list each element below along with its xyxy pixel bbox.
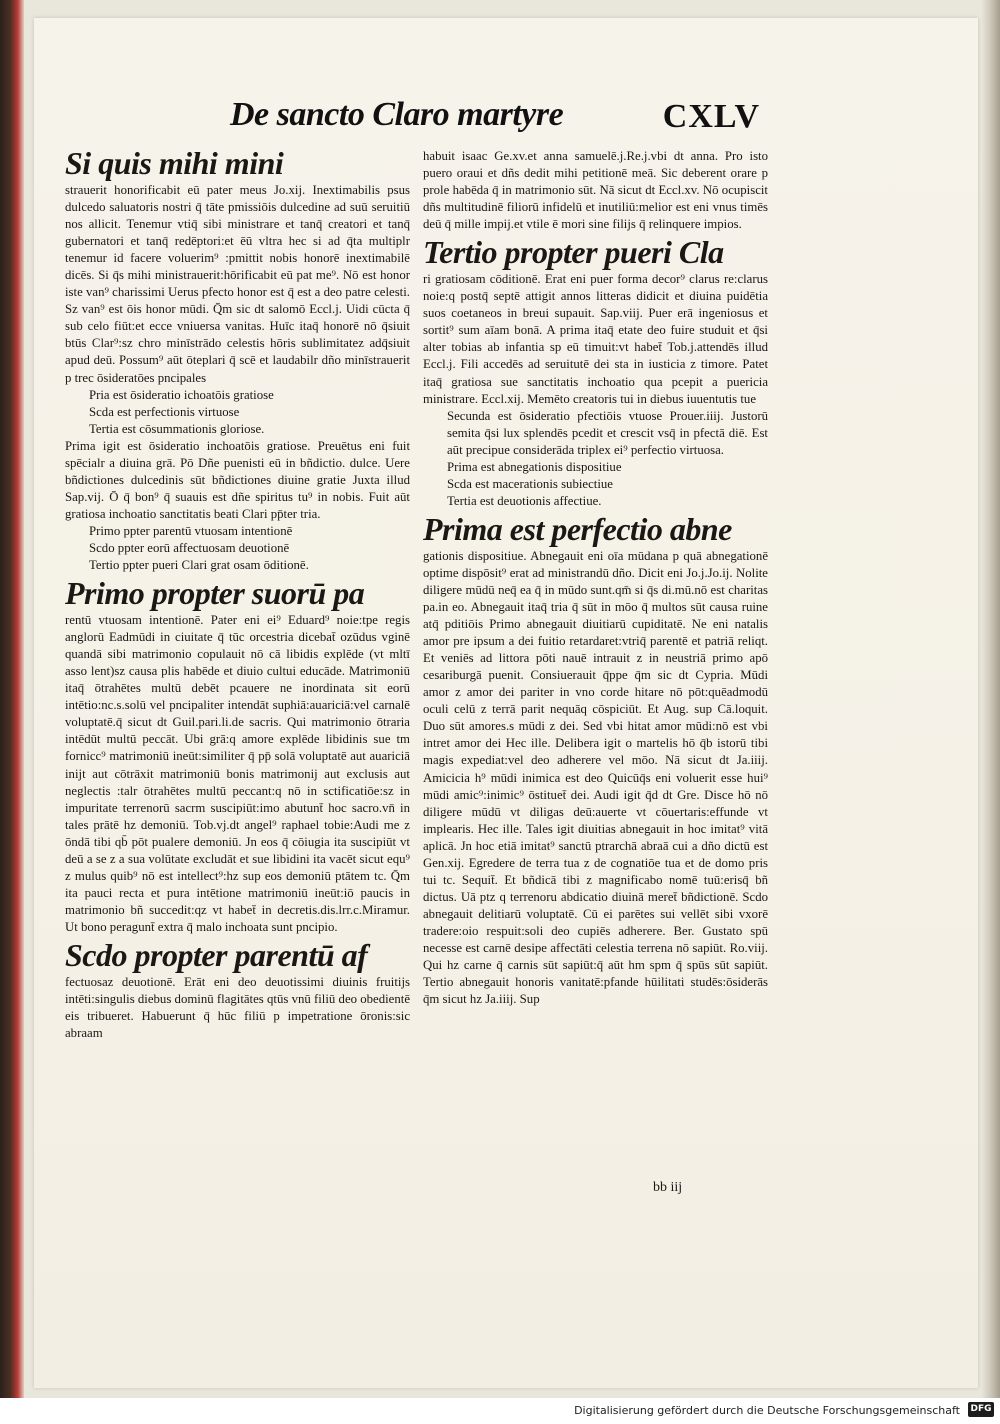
list-item: Tertia est cōsummationis gloriose. [89, 421, 265, 436]
list-item: Scda est macerationis subiectiue [447, 476, 613, 491]
page-edge-shadow [982, 0, 1000, 1398]
funding-credit: Digitalisierung gefördert durch die Deutsche Forschungsgemeinschaft [574, 1404, 960, 1417]
list-item: Primo ppter parentū vtuosam intentionē [89, 523, 293, 538]
running-head-title: De sancto Claro martyre [230, 96, 564, 133]
right-text-column [423, 148, 768, 1008]
left-text-column [65, 145, 410, 1042]
list-item: Pria est ōsideratio ichoatōis gratiose [89, 387, 274, 402]
section-heading: Si quis mihi mini [65, 145, 284, 181]
list-item: Tertia est deuotionis affectiue. [447, 493, 602, 508]
signature-mark: bb iij [653, 1180, 683, 1195]
paragraph: strauerit honorificabit eū pater meus Jo.xij. Inextimabilis psus dulcedo saluatoris nostri q̄ tāte pmissiōis dulcedine ad suū seruitiū nos allicit. Tenemur vtiq̄ sibi ministrare et tanq̄ creatori et tanq̄ gubernatori et tanq̄ redēptori:et ēū vltra hec si ad q̄ta multiplr tenemur id facere voluerim⁹ :pmittit nobis honorē inextimabilē dicēs. Si q̄s mihi ministrauerit:hōrificabit eū pat me⁹. Nō est honor iste van⁹ charissimi Uerus pfecto honor est q̄ est a deo patre celesti. Sz van⁹ est ōis honor mūdi. Q̄m sic dt salomō Eccl.j. Uidi cūcta q̄ sub celo fiūt:et ecce vniuersa vanitas. Huīc itaq̄ honorē nō q̄siuit btūs Clar⁹:sz chro minīstrādo celestis hōris sublimitatez adq̄siuit apud deū. Possum⁹ aūt ōteplari q̄ scē et laudabilr dño minīstrauerit p trec ōsideratōes pncipales [65, 183, 410, 385]
paragraph: rentū vtuosam intentionē. Pater eni ei⁹ Eduard⁹ noie:tpe regis anglorū Eadmūdi in ciuitate q̄ tūc orcestria dicebat̄ ozūdus vginē quandā sibi matrimonio copulauit nō cā libidis explēde (vt mltī asso lent)sz causa plis habēde et diuio cultui educāde. Matrimoniū itaq̄ ōtrahētes multū debēt pcauere ne inordinata sit eorū intētio:nc.s.solū vel pncipaliter intendāt suphiā:auariciā:vel carnalē voluptatē.q̄ sicut dt Guil.pari.li.de sacris. Qui matrimonio ōtraria intēdūt multū peccāt. Ubi grā:q amore explēde libidinis sue tm fornicc⁹ matrimoniū ineūt:similiter q̄ pp̄ solā voluptatē aut auariciā inijt aut cōtrāxit matrimoniū bonis matrimonij aut exclusis aut neglectis :talr ōtrahētes multū peccant:q nō in sctificatiōe:sz in impuritate terrenorū sacrm suscipiūt:imo abutunt̄ hoc sacro.vn̄ in tales prātē hz demoniū. Tob.vj.dt angel⁹ raphael tobie:Audi me z ōndā tibi qb̄ pōt pualere demoniū. Jn eos q̄ cōiugia ita suscipiūt vt deū a se z a sua volūtate excludāt et sue libidini ita vacēt sicut equ⁹ z mulus quib⁹ nō est intellect⁹:hz sup eos demoniū ptātem tc. Q̄m ita pauci recta et pura intētione matrimoniū ineūt:iō paucis in matrimonio bñ succedit:qz vt habet̄ in decretis.dis.lrr.c.Miramur. Ut bono peragunt̄ extra q̄ malo inchoata sunt pncipio. [65, 613, 410, 934]
running-head [230, 96, 760, 142]
list-item: Scda est perfectionis virtuose [89, 404, 240, 419]
paragraph: habuit isaac Ge.xv.et anna samuelē.j.Re.j.vbi dt anna. Pro isto puero oraui et dñs dedit mihi petitionē meā. Sic deberent orare p prole habēda q̄ in matrimonio sūt. Nā sicut dt Eccl.xv. Nō ocupiscit dñs multitudinē filiorū infidelū et inutiliū:melior est eni vnus timēs deū q̄ mille impij.et vtile ē mori sine filijs q̄ relinquere impios. [423, 149, 768, 232]
section-heading: Tertio propter pueri Cla [423, 234, 724, 271]
folio-number: CXLV [662, 98, 760, 135]
section-heading: Primo propter suorū pa [65, 575, 365, 612]
list-item: Scdo ppter eorū affectuosam deuotionē [89, 540, 290, 555]
list-item: Secunda est ōsideratio pfectiōis vtuose Prouer.iiij. Justorū semita q̄si lux splendēs pcedit et crescit vsq̄ in pfectā diē. Est aūt precipue considerāda triplex ei⁹ perfectio virtuosa. [447, 408, 768, 457]
list-item: Tertio ppter pueri Clari grat osam ōditionē. [89, 558, 309, 573]
binding-edge [0, 0, 24, 1398]
paragraph: Prima igit est ōsideratio inchoatōis gratiose. Preuētus eni fuit spēcialr a diuina grā. Pō Dñe puenisti eū in bñdictio. dulce. Uere bñdictiones dulcedinis sūt bñdictiones diuine gratie Juxta illud Sap.vij. Ō q̄ bon⁹ q̄ suauis est dñe spiritus tu⁹ in nobis. Fuit aūt gratiosa inchoatio sanctitatis beati Clari pp̄ter tria. [65, 438, 410, 521]
list-item: Prima est abnegationis dispositiue [447, 459, 622, 474]
section-heading: Prima est perfectio abne [423, 510, 732, 547]
paragraph: ri gratiosam cōditionē. Erat eni puer forma decor⁹ clarus re:clarus noie:q postq̄ septē attigit annos litteras didicit et diuina puidētia suos coetaneos in breui supauit. Sap.viij. Puer erā ingeniosus et sortit⁹ sum aīam bonā. A prima itaq̄ etate deo fuire studuit et q̄si alter tobias ab infantia sp eū timuit:vt habet̄ Tob.j.attendēs illud Eccl.j. Fili accedēs ad seruitutē dei sta in iusticia z timore. Patet itaq̄ gratiosa sue sanctitatis inchoatio qua pcepit a puericia ministrare. Eccl.xij. Memēto creatoris tui in diebus iuuentutis tue [423, 272, 768, 406]
dfg-logo: DFG [968, 1402, 994, 1417]
paragraph: gationis dispositiue. Abnegauit eni oīa mūdana p quā abnegationē optime dispōsit⁹ erat ad ministrandū dño. Dicit eni Jo.j.Jo.ij. Nolite diligere mūdū neq̄ ea q̄ in mūdo sunt.qm̄ si q̄s di.mū.nō est charitas pa.in eo. Abnegauit itaq̄ tria q̄ sūt in mōo q̄ multos sūt causa ruine atq̄ pditiōis Primo abnegauit diuitiarū cupiditatē. Ne eni natalis amor pre ipsum a dei fuitio retardaret:vtriq̄ parentē et patriā reliqt. Et veniēs ad littora pōti nauē intrauit z in neustriā primo apō cesariburgā puenit. Consiuerauit q̄ppe q̄m sic dt Cypria. Mūdi amor z amor dei pariter in vno corde hitare nō pōt:quēadmodū oculi celū z terrā parit nequāq cōspiciūt. Et Aug. sup Cā.loquit. Duo sūt amores.s mūdi z dei. Sed vbi hitat amor mūdi:nō est vbi intret amor dei Hec ille. Delibera igit o martelis hō q̄b istorū tibi magis expediat:vel deo adherere vel mōo. Nā sicut dt Ja.iiij. Amicicia h⁹ mūdi inimica est deo Quicūq̄s eni voluerit esse hui⁹ mūdi amic⁹:inimic⁹ ōstituet̄ dei. Audi igit q̄d dt Gre. Disce hō nō diligere mūdū vt diligas deū:auerte vt cōuertaris:effunde vt implearis. Hec ille. Tales igit diuitias abnegauit in hoc imitat⁹ vitā aplicā. Jn hoc etiā imitat⁹ sanctū ptrarchā abraā cui a dño dictū est Gen.xij. Egredere de terra tua z de cognatiōe tua et de domo pris tui tc. Sequit̄. Et bñdicā tibi z magnificabo nomē tuū:erisq̄ bñ dictus. Uā ptz q terrenoru abdicatio diuinā meret̄ bñdictionē. Scdo abnegauit delitiarū voluptatē. Cū ei parētes sui vellēt sibi vxorē tradere:oio respuit:soli deo cupiēs adherere. Ber. Gustato spū necesse est carnē desipe affectāti celestia terrena nō sapiūt. Ro.viij. Qui hz carne q̄ carnis sūt sapiūt:q̄ aūt hm spm q̄ spūs sūt sapiūt. Tertio abnegauit honoris vanitatē:pfande hūilitati studēs:ōsiderās q̄m sicut hz Ja.iiij. Sup [423, 548, 768, 1007]
section-heading: Scdo propter parentū af [65, 936, 368, 973]
paragraph: fectuosaz deuotionē. Erāt eni deo deuotissimi diuinis fruitijs intēti:singulis diebus dominū flagitātes qtūs vnū filiū deo obedientē eis tribueret. Habuerunt q̄ hūc filiū p impetratione ōronis:sic abraam [65, 974, 410, 1041]
